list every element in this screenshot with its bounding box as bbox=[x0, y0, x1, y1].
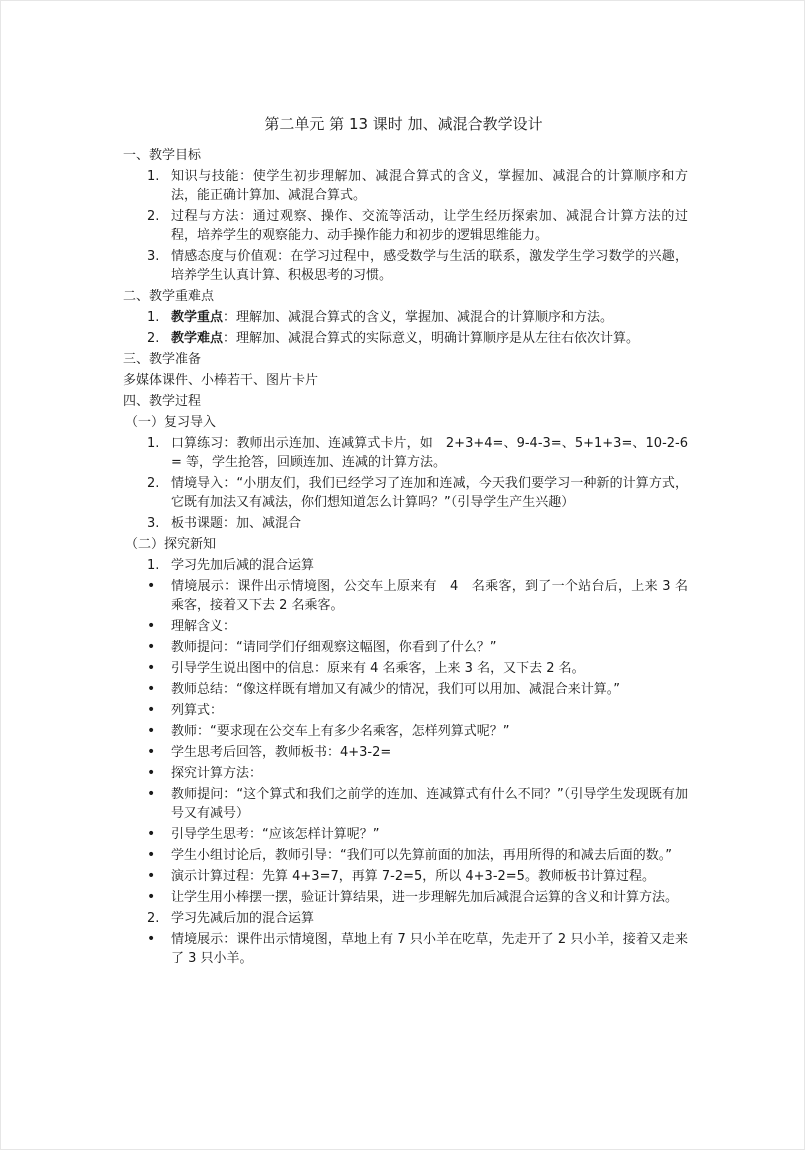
bullet-text: 让学生用小棒摆一摆，验证计算结果，进一步理解先加后减混合运算的含义和计算方法。 bbox=[171, 890, 679, 905]
list-item-number: 2. bbox=[147, 209, 160, 224]
bullet-icon: • bbox=[147, 786, 156, 802]
list-item bbox=[123, 329, 688, 348]
list-item bbox=[123, 247, 688, 285]
bullet-item bbox=[123, 867, 688, 886]
bullet-icon: • bbox=[147, 702, 156, 718]
bullet-icon: • bbox=[147, 723, 156, 739]
list-item-text: 知识与技能：使学生初步理解加、减混合算式的含义，掌握加、减混合的计算顺序和方法，能正确计算加、减混合算式。 bbox=[171, 169, 688, 203]
list-item-number: 3. bbox=[147, 516, 160, 531]
bullet-item bbox=[123, 888, 688, 907]
key-points-list bbox=[123, 308, 688, 348]
bullet-item bbox=[123, 846, 688, 865]
bullet-text: 引导学生思考：“应该怎样计算呢？” bbox=[171, 827, 380, 842]
bullet-item bbox=[123, 764, 688, 783]
bullet-text: 教师提问：“请同学们仔细观察这幅图，你看到了什么？” bbox=[171, 640, 497, 655]
bullet-item bbox=[123, 680, 688, 699]
list-item bbox=[123, 514, 688, 533]
bullet-item bbox=[123, 722, 688, 741]
list-item bbox=[123, 308, 688, 327]
bullet-item bbox=[123, 638, 688, 657]
step-text: 学习先加后减的混合运算 bbox=[171, 558, 315, 573]
bullet-icon: • bbox=[147, 826, 156, 842]
subsection-heading-review: （一）复习导入 bbox=[125, 415, 217, 430]
bullet-item bbox=[123, 577, 688, 615]
list-item-number: 1. bbox=[147, 436, 160, 451]
bullet-text: 探究计算方法： bbox=[171, 766, 263, 781]
list-item-number: 2. bbox=[147, 331, 160, 346]
list-item-text: 板书课题：加、减混合 bbox=[171, 516, 302, 531]
bullet-icon: • bbox=[147, 578, 156, 594]
document-body bbox=[123, 146, 688, 970]
explore-bullet-list bbox=[123, 930, 688, 968]
list-item-text: 过程与方法：通过观察、操作、交流等活动，让学生经历探索加、减混合计算方法的过程，培养学生的观察能力、动手操作能力和初步的逻辑思维能力。 bbox=[171, 209, 688, 243]
explore-bullet-list bbox=[123, 577, 688, 907]
list-item-label: 教学难点 bbox=[171, 331, 224, 346]
bullet-icon: • bbox=[147, 868, 156, 884]
bullet-icon: • bbox=[147, 847, 156, 863]
bullet-item bbox=[123, 785, 688, 823]
bullet-item bbox=[123, 930, 688, 968]
list-item-text: 情感态度与价值观：在学习过程中，感受数学与生活的联系，激发学生学习数学的兴趣，培养学生认真计算、积极思考的习惯。 bbox=[171, 249, 688, 283]
bullet-text: 引导学生说出图中的信息：原来有 4 名乘客，上来 3 名，又下去 2 名。 bbox=[171, 661, 585, 676]
step-item bbox=[123, 556, 688, 575]
list-item-text bbox=[171, 308, 688, 327]
bullet-icon: • bbox=[147, 639, 156, 655]
bullet-text: 教师：“要求现在公交车上有多少名乘客，怎样列算式呢？” bbox=[171, 724, 510, 739]
list-item-body: ：理解加、减混合算式的实际意义，明确计算顺序是从左往右依次计算。 bbox=[223, 331, 640, 346]
list-item-number: 3. bbox=[147, 249, 160, 264]
step-number: 1. bbox=[147, 558, 160, 573]
list-item-text: 情境导入：“小朋友们，我们已经学习了连加和连减，今天我们要学习一种新的计算方式，它既有加法又有减法，你们想知道怎么计算吗？”（引导学生产生兴趣） bbox=[171, 476, 688, 510]
bullet-icon: • bbox=[147, 660, 156, 676]
list-item-number: 1. bbox=[147, 310, 160, 325]
bullet-icon: • bbox=[147, 765, 156, 781]
section-heading-preparation: 三、教学准备 bbox=[123, 352, 202, 367]
objectives-list bbox=[123, 167, 688, 285]
section-heading-objectives: 一、教学目标 bbox=[123, 148, 202, 163]
bullet-text: 学生小组讨论后，教师引导：“我们可以先算前面的加法，再用所得的和减去后面的数。” bbox=[171, 848, 672, 863]
list-item-number: 2. bbox=[147, 476, 160, 491]
bullet-text: 情境展示：课件出示情境图，公交车上原来有 4 名乘客，到了一个站台后，上来 3 名乘客，接着又下去 2 名乘客。 bbox=[171, 579, 688, 613]
document-title: 第二单元 第 13 课时 加、减混合教学设计 bbox=[264, 115, 543, 133]
bullet-text: 理解含义： bbox=[171, 619, 237, 634]
list-item bbox=[123, 167, 688, 205]
list-item bbox=[123, 434, 688, 472]
bullet-icon: • bbox=[147, 681, 156, 697]
bullet-item bbox=[123, 701, 688, 720]
bullet-icon: • bbox=[147, 744, 156, 760]
list-item-label: 教学重点 bbox=[171, 310, 224, 325]
review-list bbox=[123, 434, 688, 533]
bullet-text: 列算式： bbox=[171, 703, 224, 718]
bullet-text: 学生思考后回答，教师板书：4+3-2= bbox=[171, 745, 392, 760]
bullet-text: 演示计算过程：先算 4+3=7，再算 7-2=5，所以 4+3-2=5。教师板书计算过程。 bbox=[171, 869, 655, 884]
bullet-item bbox=[123, 617, 688, 636]
section-heading-key-points: 二、教学重难点 bbox=[123, 289, 215, 304]
step-text: 学习先减后加的混合运算 bbox=[171, 911, 315, 926]
subsection-heading-explore: （二）探究新知 bbox=[125, 537, 217, 552]
bullet-text: 情境展示：课件出示情境图，草地上有 7 只小羊在吃草，先走开了 2 只小羊，接着又走来了 3 只小羊。 bbox=[171, 932, 688, 966]
list-item bbox=[123, 207, 688, 245]
bullet-text: 教师提问：“这个算式和我们之前学的连加、连减算式有什么不同？”（引导学生发现既有加号又有减号） bbox=[171, 787, 688, 821]
list-item-body: ：理解加、减混合算式的含义，掌握加、减混合的计算顺序和方法。 bbox=[223, 310, 614, 325]
bullet-item bbox=[123, 659, 688, 678]
bullet-item bbox=[123, 825, 688, 844]
section-heading-process: 四、教学过程 bbox=[123, 394, 202, 409]
bullet-text: 教师总结：“像这样既有增加又有减少的情况，我们可以用加、减混合来计算。” bbox=[171, 682, 620, 697]
bullet-icon: • bbox=[147, 618, 156, 634]
list-item-text: 口算练习：教师出示连加、连减算式卡片，如 2+3+4=、9-4-3=、5+1+3=、10-2-6 = 等，学生抢答，回顾连加、连减的计算方法。 bbox=[171, 436, 688, 470]
bullet-icon: • bbox=[147, 931, 156, 947]
step-number: 2. bbox=[147, 911, 160, 926]
list-item bbox=[123, 474, 688, 512]
preparation-text: 多媒体课件、小棒若干、图片卡片 bbox=[123, 373, 319, 388]
list-item-number: 1. bbox=[147, 169, 160, 184]
step-item bbox=[123, 909, 688, 928]
list-item-text bbox=[171, 329, 688, 348]
bullet-item bbox=[123, 743, 688, 762]
bullet-icon: • bbox=[147, 889, 156, 905]
